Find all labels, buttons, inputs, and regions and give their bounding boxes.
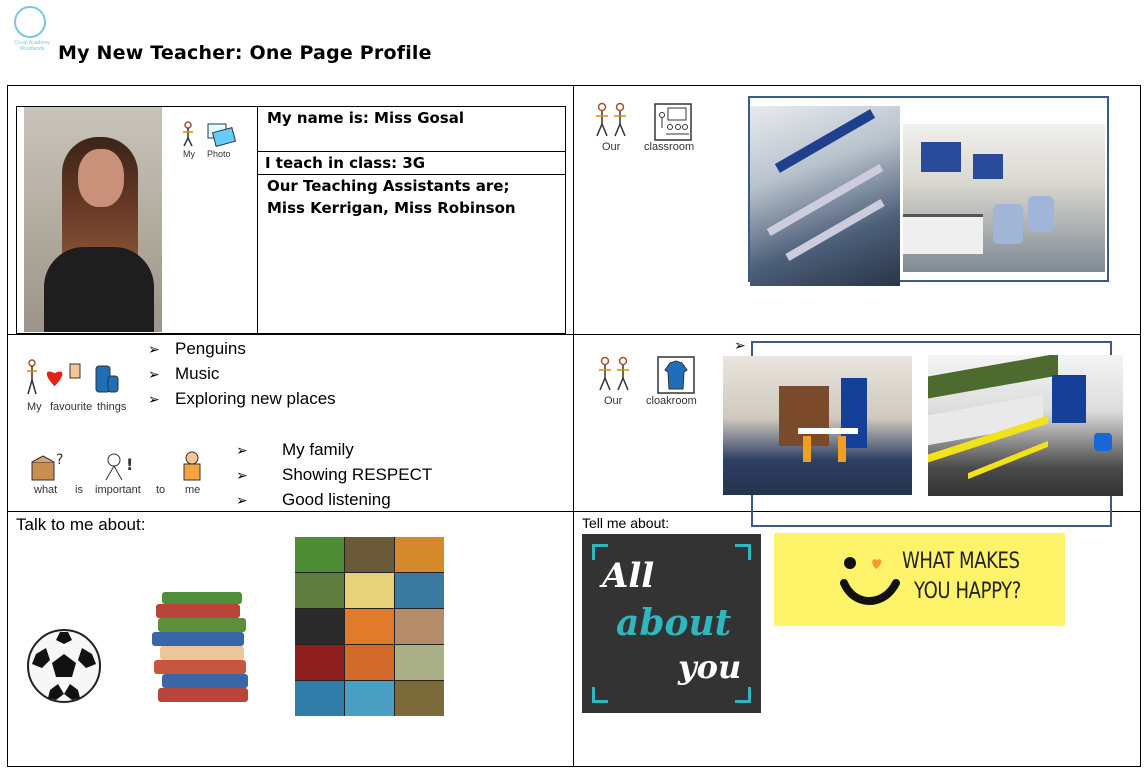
teaching-assistants-label: Our Teaching Assistants are;: [267, 177, 510, 195]
what-makes-you-happy-card: [774, 533, 1065, 626]
what-is-important-to-me-symbol-icon: [30, 450, 210, 484]
school-logo-text: Co-op Academy Woodlands: [14, 40, 50, 52]
card-text-about: about: [616, 602, 732, 644]
symbol-caption-my-2: My: [27, 401, 42, 413]
football-icon: [26, 628, 102, 704]
tell-heading: Tell me about:: [582, 515, 670, 531]
teacher-name: My name is: Miss Gosal: [267, 109, 464, 127]
symbol-caption-classroom: classroom: [644, 141, 695, 153]
bullet-arrow-icon: ➢: [148, 341, 160, 357]
bullet-arrow-icon: ➢: [148, 391, 160, 407]
symbol-caption-what: what: [34, 484, 58, 496]
important-item: My family: [282, 440, 354, 459]
my-photo-symbol-icon: [178, 120, 238, 150]
table-border-right: [1140, 85, 1141, 767]
classroom-photo-1: [750, 106, 900, 286]
table-border-left: [7, 85, 8, 767]
symbol-caption-is: is: [75, 484, 83, 496]
favourite-item: Exploring new places: [175, 389, 336, 408]
symbol-caption-favourite: favourite: [50, 401, 93, 413]
svg-text:?: ?: [56, 452, 64, 468]
profile-row-divider-1: [257, 151, 566, 152]
important-item: Showing RESPECT: [282, 465, 433, 484]
talk-heading: Talk to me about:: [16, 515, 146, 534]
smiley-face-icon: [836, 547, 906, 613]
svg-text:!: !: [126, 455, 134, 474]
profile-row-divider-2: [257, 174, 566, 175]
symbol-caption-to: to: [156, 484, 166, 496]
animals-collage: [295, 537, 444, 716]
table-border-top: [7, 85, 1141, 86]
all-about-you-card: [582, 534, 761, 713]
symbol-caption-our-2: Our: [604, 395, 623, 407]
bullet-arrow-icon: ➢: [148, 366, 160, 382]
cloakroom-symbol-icon: [657, 356, 695, 394]
school-logo: [14, 6, 46, 38]
bullet-arrow-icon: ➢: [236, 492, 248, 508]
cloakroom-photo-2: [928, 355, 1123, 496]
teaching-assistants-names: Miss Kerrigan, Miss Robinson: [267, 199, 516, 217]
profile-inner-divider: [257, 106, 258, 334]
our-symbol-icon-2: [595, 356, 635, 394]
bullet-arrow-icon: ➢: [236, 467, 248, 483]
teacher-class: I teach in class: 3G: [265, 154, 426, 172]
symbol-caption-important: important: [95, 484, 141, 496]
my-favourite-things-symbol-icon: [24, 358, 124, 400]
symbol-caption-cloakroom: cloakroom: [646, 395, 697, 407]
books-icon: [148, 590, 258, 708]
symbol-caption-our: Our: [602, 141, 621, 153]
classroom-photo-2: [903, 124, 1105, 272]
card-text-you: you: [678, 648, 742, 686]
cloakroom-photo-1: [723, 356, 912, 495]
table-border-bottom: [7, 766, 1141, 767]
important-item: Good listening: [282, 490, 391, 509]
symbol-caption-me: me: [185, 484, 201, 496]
symbol-caption-photo: Photo: [207, 149, 231, 159]
classroom-symbol-icon: [654, 103, 692, 141]
bullet-arrow-icon: ➢: [236, 442, 248, 458]
table-divider-row-1: [7, 334, 1141, 335]
card-text-all: All: [602, 556, 655, 596]
symbol-caption-things: things: [97, 401, 127, 413]
card-text-what-makes: WHAT MAKES: [902, 549, 1020, 574]
favourite-item: Penguins: [175, 339, 246, 358]
teacher-photo: [24, 107, 162, 332]
page-title: My New Teacher: One Page Profile: [58, 42, 432, 64]
card-text-you-happy: YOU HAPPY?: [914, 579, 1021, 604]
symbol-caption-my: My: [183, 149, 195, 159]
bullet-arrow-icon: ➢: [734, 337, 746, 353]
our-symbol-icon: [592, 102, 632, 140]
table-divider-vertical: [573, 85, 574, 767]
favourite-item: Music: [175, 364, 220, 383]
